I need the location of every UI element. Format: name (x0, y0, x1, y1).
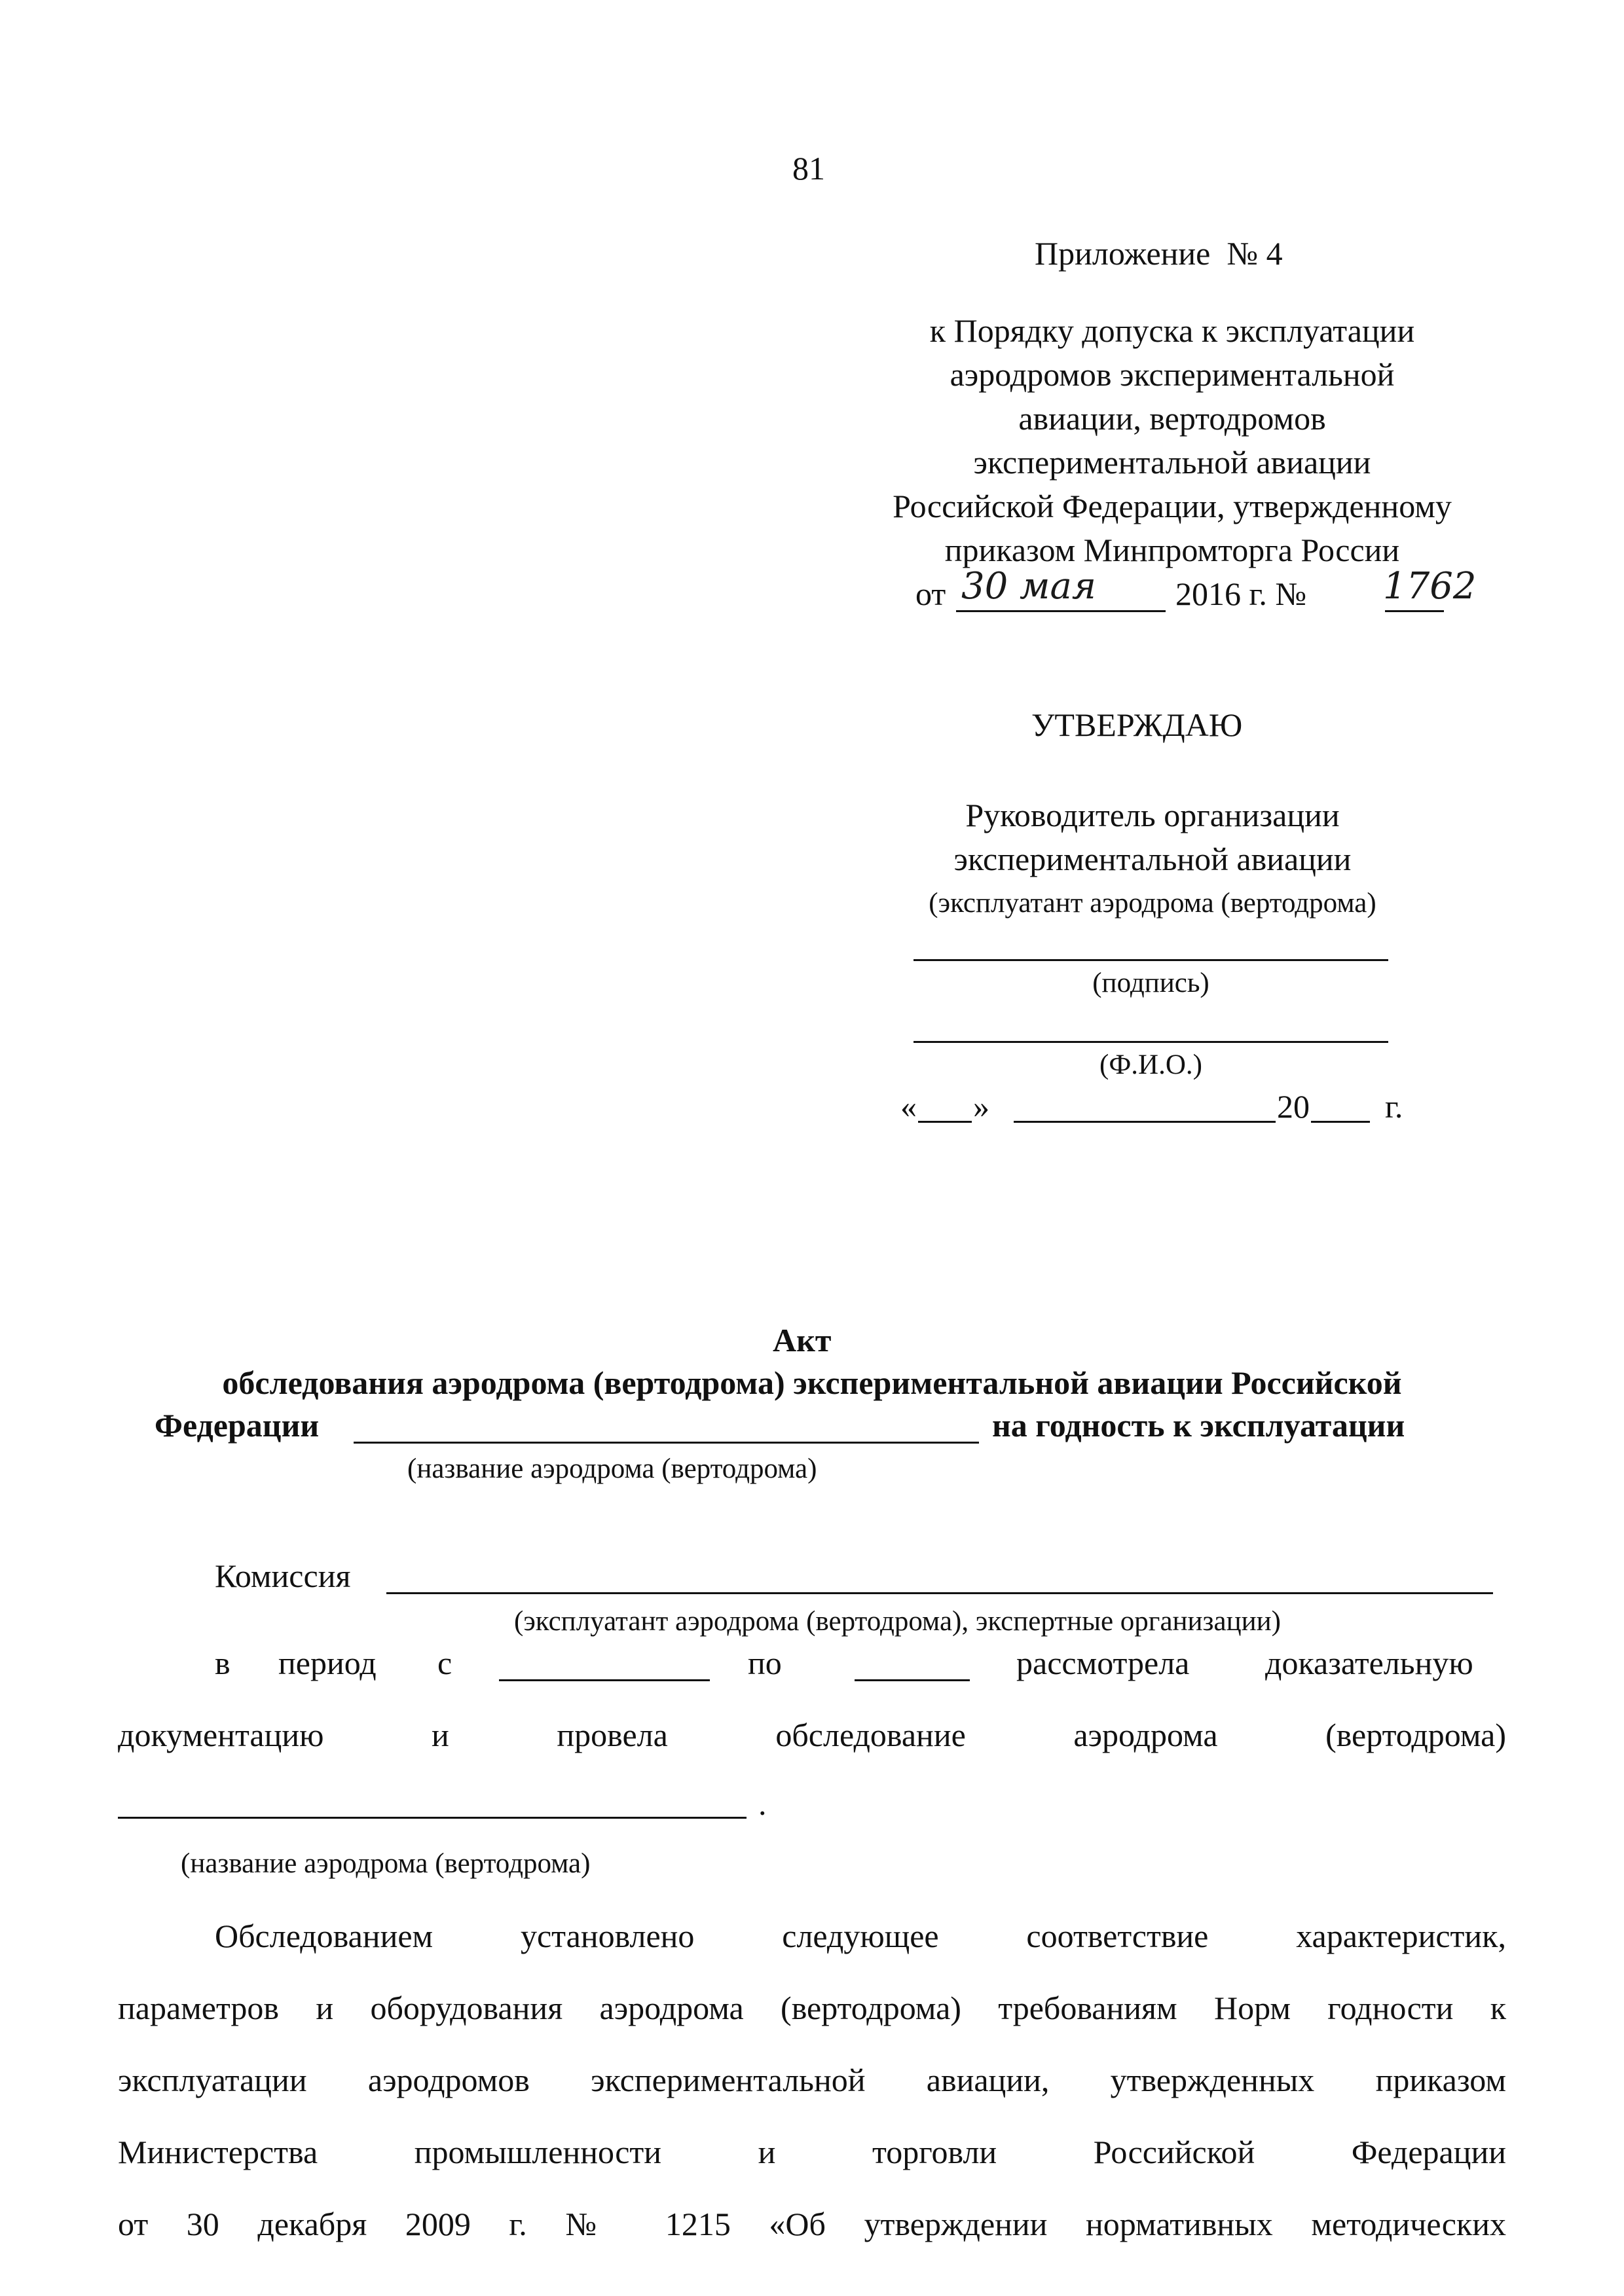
period-word-period: период (278, 1645, 377, 1681)
approval-date-close-quote: » (973, 1088, 989, 1125)
para-line-4-word-1: Министерства (118, 2134, 318, 2170)
order-year-label: 2016 г. № (1175, 575, 1307, 612)
order-date-handwritten: 30 мая (961, 565, 1096, 608)
act-name-caption: (название аэродрома (вертодрома) (407, 1453, 817, 1484)
act-title-line1: обследования аэродрома (вертодрома) экспериментальной авиации Российской (222, 1364, 1402, 1401)
approval-operator-caption: (эксплуатант аэродрома (вертодрома) (929, 888, 1376, 919)
period-evidential: доказательную (1265, 1645, 1473, 1681)
para-line-1-word-3: следующее (782, 1918, 939, 1954)
approval-title: УТВЕРЖДАЮ (1031, 706, 1243, 743)
para-line-5: от 30 декабря 2009 г. № 1215 «Об утверждении нормативных методических (118, 2206, 1506, 2242)
approval-month-line (1014, 1121, 1276, 1123)
order-date-line (956, 610, 1166, 612)
docs-line (118, 1719, 1506, 1751)
approval-date-open-quote: « (900, 1088, 917, 1125)
appendix-line-4: экспериментальной авиации (973, 444, 1371, 481)
appendix-number: № 4 (1227, 235, 1283, 272)
para-line-2: параметров и оборудования аэродрома (вертодрома) требованиям Норм годности к (118, 1990, 1506, 2026)
docs-word-3: провела (557, 1717, 668, 1753)
order-number-line (1385, 610, 1444, 612)
docs-word-1: документацию (118, 1717, 324, 1753)
appendix-line-6: приказом Минпромторга России (944, 532, 1400, 568)
appendix-label: Приложение (1035, 235, 1211, 272)
act-title-line2-end: на годность к эксплуатации (992, 1407, 1405, 1444)
page-number: 81 (792, 150, 825, 187)
approval-year-suffix: г. (1385, 1088, 1403, 1125)
act-title-line2-start: Федерации (155, 1407, 320, 1444)
period-from-line (499, 1679, 710, 1681)
para-line-4-word-5: Российской (1093, 2134, 1255, 2170)
para-line-1-word-5: характеристик, (1296, 1918, 1506, 1954)
para-line-3: эксплуатации аэродромов экспериментальной авиации, утвержденных приказом (118, 2062, 1506, 2098)
para-line-1 (215, 1920, 1506, 1952)
signature-line (913, 959, 1388, 961)
act-heading: Акт (773, 1322, 832, 1358)
approval-line-2: экспериментальной авиации (953, 841, 1352, 877)
name-line (913, 1041, 1388, 1043)
approval-line-1: Руководитель организации (965, 797, 1340, 833)
approval-year-line (1311, 1121, 1370, 1123)
period-to-line (855, 1679, 970, 1681)
commission-label: Комиссия (215, 1558, 351, 1594)
para-line-4-word-6: Федерации (1351, 2134, 1506, 2170)
appendix-title (1035, 237, 1283, 270)
approval-year-prefix: 20 (1277, 1088, 1310, 1125)
aerodrome-name-dot: . (758, 1785, 767, 1822)
period-word-v: в (215, 1645, 231, 1681)
order-from-label: от (915, 575, 946, 612)
commission-caption: (эксплуатант аэродрома (вертодрома), экспертные организации) (514, 1606, 1281, 1637)
appendix-line-3: авиации, вертодромов (1018, 400, 1326, 437)
docs-word-6: (вертодрома) (1325, 1717, 1506, 1753)
aerodrome-name-line (118, 1817, 747, 1819)
para-line-4-word-2: промышленности (414, 2134, 662, 2170)
period-po: по (748, 1645, 782, 1681)
order-number-handwritten: 1762 (1383, 565, 1477, 608)
appendix-line-1: к Порядку допуска к эксплуатации (929, 312, 1415, 349)
period-word-s: с (437, 1645, 452, 1681)
appendix-line-5: Российской Федерации, утвержденному (893, 488, 1452, 524)
signature-caption: (подпись) (1092, 968, 1209, 998)
para-line-1-word-4: соответствие (1026, 1918, 1209, 1954)
act-aerodrome-name-line (354, 1442, 979, 1444)
appendix-line-2: аэродромов экспериментальной (950, 356, 1395, 393)
name-caption: (Ф.И.О.) (1099, 1049, 1202, 1080)
approval-day-line (918, 1121, 972, 1123)
para-line-4 (118, 2136, 1506, 2168)
docs-word-4: обследование (775, 1717, 966, 1753)
para-line-1-word-1: Обследованием (215, 1918, 434, 1954)
para-line-1-word-2: установлено (520, 1918, 695, 1954)
commission-line (386, 1592, 1493, 1594)
aerodrome-name-caption: (название аэродрома (вертодрома) (181, 1848, 591, 1879)
docs-word-2: и (432, 1717, 449, 1753)
period-reviewed: рассмотрела (1016, 1645, 1190, 1681)
docs-word-5: аэродрома (1073, 1717, 1218, 1753)
para-line-4-word-3: и (758, 2134, 776, 2170)
para-line-4-word-4: торговли (872, 2134, 997, 2170)
